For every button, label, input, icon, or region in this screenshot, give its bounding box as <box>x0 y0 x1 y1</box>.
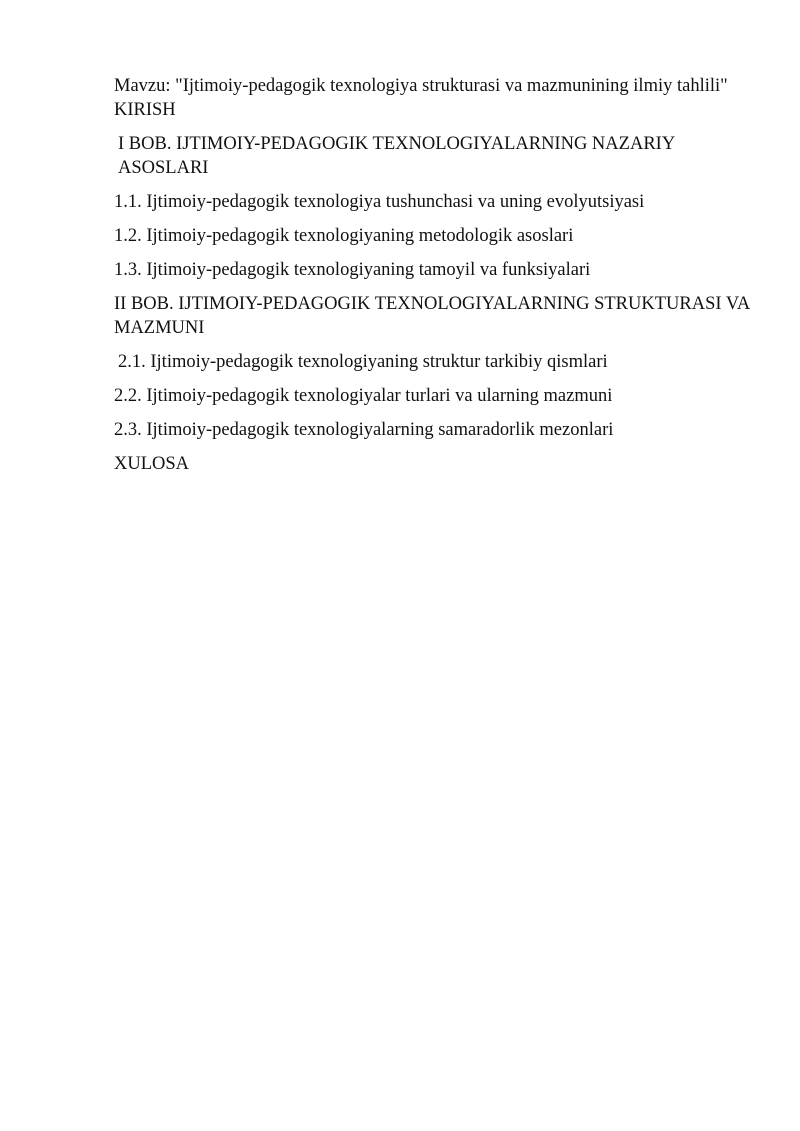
toc-section-1-3: 1.3. Ijtimoiy-pedagogik texnologiyaning tamoyil va funksiyalari <box>114 260 591 280</box>
table-of-contents <box>114 74 754 476</box>
toc-section-1-1: 1.1. Ijtimoiy-pedagogik texnologiya tushunchasi va uning evolyutsiyasi <box>114 192 645 212</box>
toc-conclusion: XULOSA <box>114 454 190 474</box>
topic-line: Mavzu: "Ijtimoiy-pedagogik texnologiya strukturasi va mazmunining ilmiy tahlili" <box>114 76 728 96</box>
toc-chapter-2-title: II BOB. IJTIMOIY-PEDAGOGIK TEXNOLOGIYALARNING STRUKTURASI VA MAZMUNI <box>114 294 750 338</box>
toc-intro: KIRISH <box>114 100 176 120</box>
toc-section-2-2: 2.2. Ijtimoiy-pedagogik texnologiyalar turlari va ularning mazmuni <box>114 386 613 406</box>
toc-section-1-2: 1.2. Ijtimoiy-pedagogik texnologiyaning metodologik asoslari <box>114 226 574 246</box>
toc-section-2-1: 2.1. Ijtimoiy-pedagogik texnologiyaning struktur tarkibiy qismlari <box>118 352 608 372</box>
toc-section-2-3: 2.3. Ijtimoiy-pedagogik texnologiyalarning samaradorlik mezonlari <box>114 420 614 440</box>
toc-chapter-1-title: I BOB. IJTIMOIY-PEDAGOGIK TEXNOLOGIYALARNING NAZARIY ASOSLARI <box>118 134 675 178</box>
